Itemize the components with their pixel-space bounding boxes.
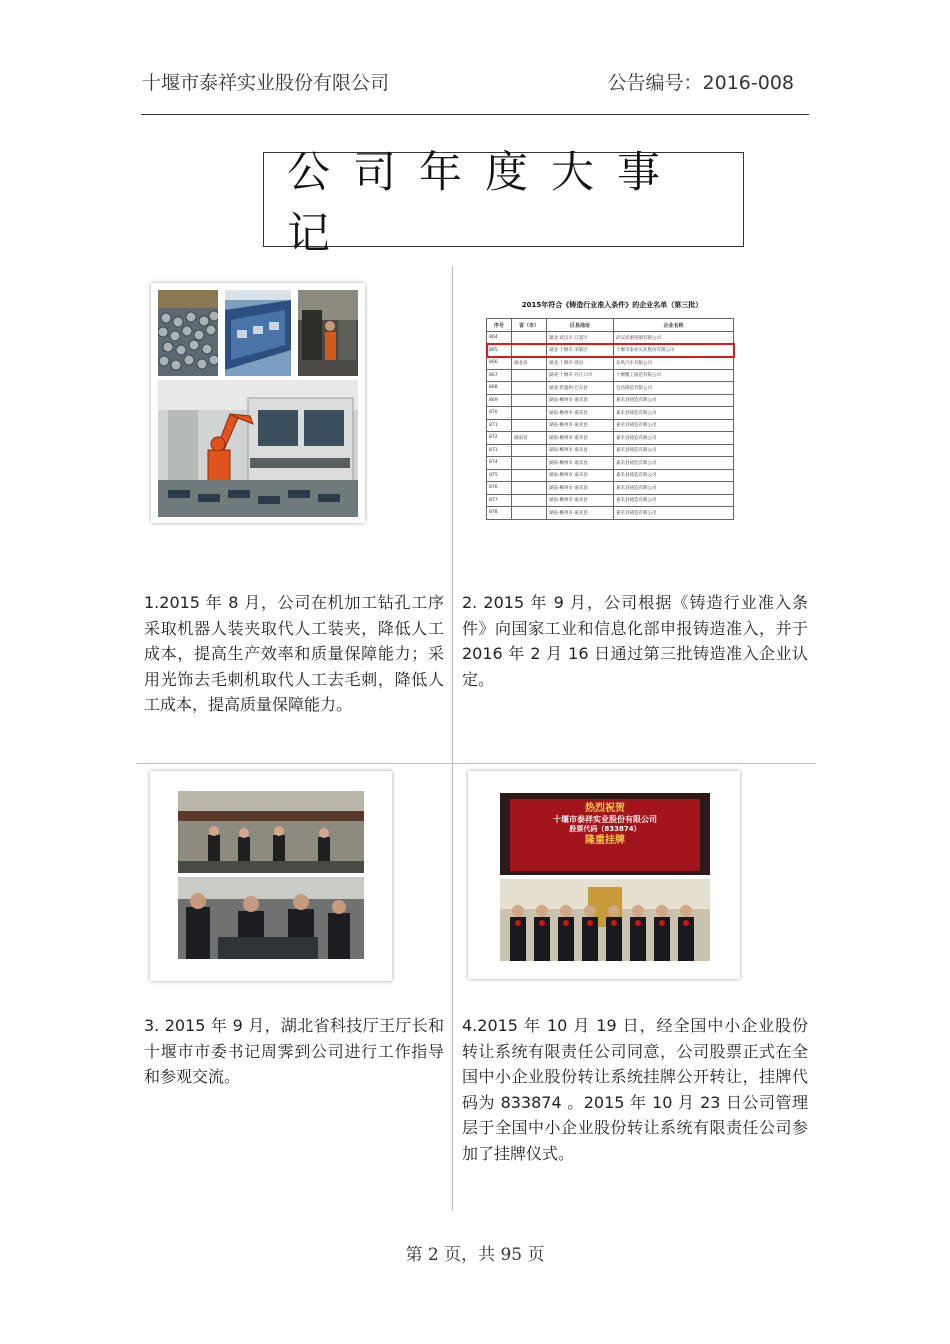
table-cell: 湖南·郴州市·嘉禾县: [547, 394, 614, 407]
table-cell: 湖北·武汉市·江夏区: [547, 332, 614, 345]
banner-code: 股票代码（833874）: [569, 824, 641, 833]
table-cell: 湖北·十堰市·茅箭区: [547, 344, 614, 357]
col-header: 企业名称: [614, 319, 734, 332]
table-cell: 十堰精工铸造有限公司: [614, 369, 734, 382]
table-cell: 嘉禾县铸造有限公司: [614, 494, 734, 507]
table-cell: 湖南·郴州市·嘉禾县: [547, 407, 614, 420]
entry-4-text: 4.2015 年 10 月 19 日，经全国中小企业股份转让系统有限责任公司同意，公司股票正式在全国中小企业股份转让系统挂牌公开转让，挂牌代码为 833874 。2015 年 10 月 23 日公司管理层于全国中小企业股份转让系统有限责任公司参加了挂牌仪式。: [462, 1016, 808, 1163]
table-row: [487, 407, 734, 420]
table-row: [487, 344, 734, 357]
table-row: [487, 444, 734, 457]
table-cell: 878: [487, 507, 512, 520]
ceremony-group-photo: [500, 879, 710, 961]
table-cell: [512, 369, 547, 382]
grid-divider-vertical-top: [452, 266, 453, 763]
table-cell: 湖北省: [512, 357, 547, 370]
registry-table: [486, 318, 734, 520]
col-header: 区县地址: [547, 319, 614, 332]
table-row: [487, 382, 734, 395]
banner-company: 十堰市泰祥实业股份有限公司: [553, 815, 657, 824]
table-row: [487, 419, 734, 432]
table-cell: [512, 382, 547, 395]
table-cell: 湖南·郴州市·嘉禾县: [547, 457, 614, 470]
table-cell: 湖南·郴州市·嘉禾县: [547, 444, 614, 457]
banner-listing: 隆重挂牌: [585, 834, 625, 846]
table-cell: [512, 494, 547, 507]
banner-congrats: 热烈祝贺: [585, 803, 625, 814]
grid-divider-horizontal: [136, 763, 816, 764]
table-cell: 871: [487, 419, 512, 432]
table-cell: 嘉禾县铸造有限公司: [614, 469, 734, 482]
table-cell: [512, 332, 547, 345]
entry-1-text: 1.2015 年 8 月，公司在机加工钻孔工序采取机器人装夹取代人工装夹，降低人工成本，提高生产效率和质量保障能力；采用光饰去毛刺机取代人工去毛刺，降低人工成本，提高质量保障能力。: [144, 593, 444, 714]
table-cell: 874: [487, 457, 512, 470]
table-cell: [512, 407, 547, 420]
listing-banner-photo: [500, 793, 710, 875]
table-cell: 湖南·郴州市·嘉禾县: [547, 507, 614, 520]
table-cell: 864: [487, 332, 512, 345]
table-cell: [512, 469, 547, 482]
conveyor-line-photo: [225, 290, 291, 376]
title-box: [263, 147, 744, 259]
table-cell: 870: [487, 407, 512, 420]
castings-pile-photo: [158, 290, 218, 376]
col-header: 序号: [487, 319, 512, 332]
table-row: [487, 394, 734, 407]
robot-machining-cell-photo: [158, 380, 358, 517]
table-row: [487, 332, 734, 345]
table-cell: 嘉禾县铸造有限公司: [614, 432, 734, 445]
table-cell: 湖南省: [512, 432, 547, 445]
table-cell: 东风汽车有限公司: [614, 357, 734, 370]
table-row: [487, 507, 734, 520]
listing-ceremony-photos: [468, 771, 740, 979]
table-cell: 875: [487, 469, 512, 482]
notice-number: 公告编号：2016-008: [607, 72, 794, 94]
table-cell: [512, 444, 547, 457]
col-header: 省（市）: [512, 319, 547, 332]
table-cell: 武汉武重铸锻有限公司: [614, 332, 734, 345]
table-row: [487, 469, 734, 482]
page-title: 公司年度大事记: [287, 147, 683, 259]
table-cell: 877: [487, 494, 512, 507]
table-cell: 876: [487, 482, 512, 495]
table-row: [487, 482, 734, 495]
table-cell: 湖北·恩施州·巴东县: [547, 382, 614, 395]
table-cell: 十堰市泰祥实业股份有限公司: [614, 344, 734, 357]
table-cell: [512, 457, 547, 470]
table-cell: 873: [487, 444, 512, 457]
table-cell: 湖南·郴州市·嘉禾县: [547, 419, 614, 432]
table-cell: [512, 482, 547, 495]
table-row: [487, 369, 734, 382]
table-cell: 872: [487, 432, 512, 445]
grid-divider-vertical-bottom: [452, 763, 453, 1211]
table-cell: 湖南·郴州市·嘉禾县: [547, 432, 614, 445]
company-name: 十堰市泰祥实业股份有限公司: [142, 72, 390, 94]
table-cell: 869: [487, 394, 512, 407]
table-cell: 嘉禾县铸造有限公司: [614, 444, 734, 457]
table-cell: [512, 344, 547, 357]
leaders-discussion-photo: [178, 877, 364, 959]
entry-3-text: 3. 2015 年 9 月，湖北省科技厅王厅长和十堰市市委书记周霁到公司进行工作指导和参观交流。: [144, 1016, 444, 1086]
page-number: 第 2 页，共 95 页: [405, 1245, 545, 1265]
registry-table-title: 2015年符合《铸造行业准入条件》的企业名单（第三批）: [521, 301, 703, 309]
table-cell: [512, 394, 547, 407]
table-cell: 嘉禾县铸造有限公司: [614, 407, 734, 420]
table-cell: 867: [487, 369, 512, 382]
table-cell: 866: [487, 357, 512, 370]
foundry-registry-table-image: [486, 300, 738, 520]
workshop-visit-photo: [178, 791, 364, 873]
table-cell: 宜昌铸造有限公司: [614, 382, 734, 395]
table-row: [487, 357, 734, 370]
entry-2-text: 2. 2015 年 9 月，公司根据《铸造行业准入条件》向国家工业和信息化部申报铸造准入，并于 2016 年 2 月 16 日通过第三批铸造准入企业认定。: [462, 593, 808, 689]
workshop-worker-photo: [298, 290, 358, 376]
table-cell: 湖南·郴州市·嘉禾县: [547, 482, 614, 495]
table-cell: 嘉禾县铸造有限公司: [614, 482, 734, 495]
table-cell: 865: [487, 344, 512, 357]
table-cell: [512, 507, 547, 520]
table-cell: 868: [487, 382, 512, 395]
table-row: [487, 432, 734, 445]
table-cell: 湖北·十堰市·丹江口市: [547, 369, 614, 382]
official-visit-photos: [150, 771, 392, 981]
table-cell: 湖南·郴州市·嘉禾县: [547, 469, 614, 482]
table-cell: 嘉禾县铸造有限公司: [614, 419, 734, 432]
table-row: [487, 457, 734, 470]
table-cell: 嘉禾县铸造有限公司: [614, 507, 734, 520]
factory-photo-collage: [151, 283, 365, 523]
table-cell: 湖南·郴州市·嘉禾县: [547, 494, 614, 507]
header-divider: [141, 114, 809, 115]
table-row: [487, 494, 734, 507]
table-cell: 嘉禾县铸造有限公司: [614, 394, 734, 407]
table-cell: 嘉禾县铸造有限公司: [614, 457, 734, 470]
table-cell: 湖北·十堰市·郧县: [547, 357, 614, 370]
table-cell: [512, 419, 547, 432]
